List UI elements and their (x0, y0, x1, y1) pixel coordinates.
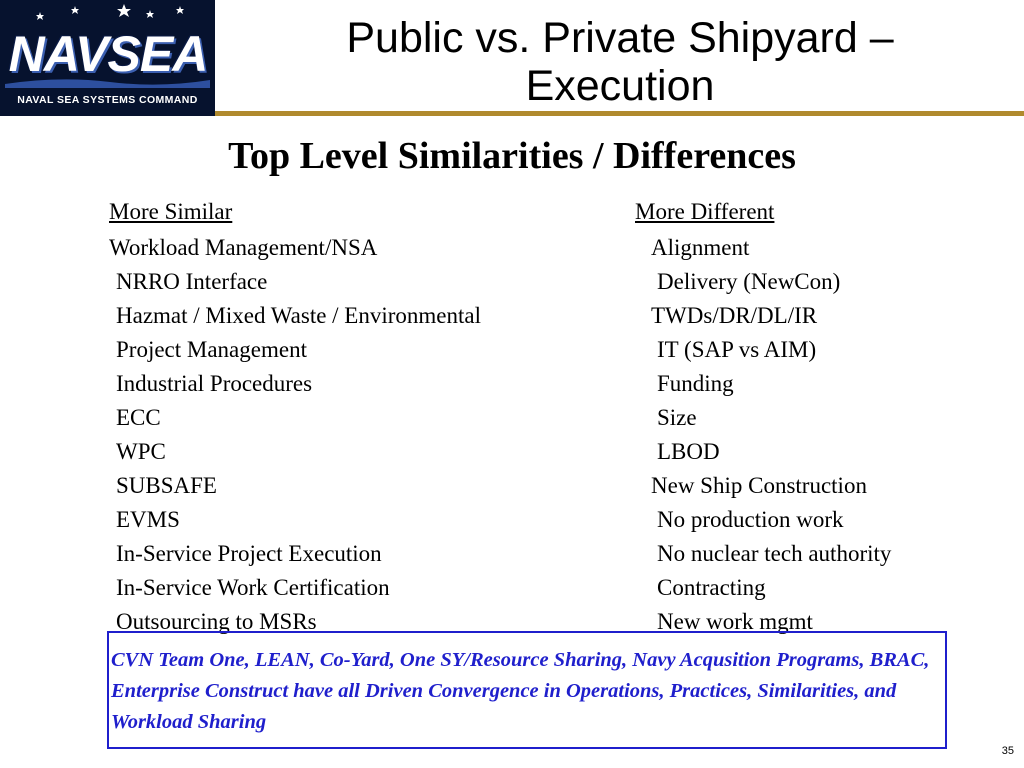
list-item: TWDs/DR/DL/IR (651, 303, 818, 328)
list-item: In-Service Project Execution (116, 541, 382, 566)
header-accent-bar (215, 111, 1024, 116)
list-item: Alignment (651, 235, 750, 260)
list-item: Project Management (116, 337, 307, 362)
list-item: Contracting (657, 575, 766, 600)
page-number: 35 (1001, 745, 1014, 757)
different-list (651, 231, 891, 639)
list-item: NRRO Interface (116, 269, 268, 294)
list-item: Workload Management/NSA (109, 235, 378, 260)
list-item: New Ship Construction (651, 473, 867, 498)
list-item: IT (SAP vs AIM) (657, 337, 817, 362)
list-item: New work mgmt (657, 609, 813, 634)
list-item: EVMS (116, 507, 180, 532)
list-item: SUBSAFE (116, 473, 217, 498)
list-item: Size (657, 405, 697, 430)
logo-wordmark: NAVSEA (8, 26, 208, 82)
logo-tagline: NAVAL SEA SYSTEMS COMMAND (17, 94, 198, 106)
list-item: ECC (116, 405, 161, 430)
list-item: Outsourcing to MSRs (116, 609, 317, 634)
list-item: Hazmat / Mixed Waste / Environmental (116, 303, 481, 328)
similar-column-header: More Similar (109, 199, 233, 224)
list-item: No nuclear tech authority (657, 541, 892, 566)
list-item: Funding (657, 371, 734, 396)
convergence-callout: CVN Team One, LEAN, Co-Yard, One SY/Resource Sharing, Navy Acqusition Programs, BRAC, Enterprise Construct have all Driven Convergence in Operations, Practices, Similarities, and Workload Sharing (107, 631, 947, 749)
list-item: LBOD (657, 439, 720, 464)
similar-list (109, 231, 481, 639)
navsea-logo (0, 0, 215, 116)
slide-title: Public vs. Private Shipyard – Execution (346, 14, 894, 110)
list-item: Industrial Procedures (116, 371, 313, 396)
slide-subtitle: Top Level Similarities / Differences (228, 135, 796, 177)
list-item: In-Service Work Certification (116, 575, 390, 600)
different-column-header: More Different (635, 199, 775, 224)
list-item: WPC (116, 439, 166, 464)
list-item: Delivery (NewCon) (657, 269, 841, 294)
list-item: No production work (657, 507, 844, 532)
